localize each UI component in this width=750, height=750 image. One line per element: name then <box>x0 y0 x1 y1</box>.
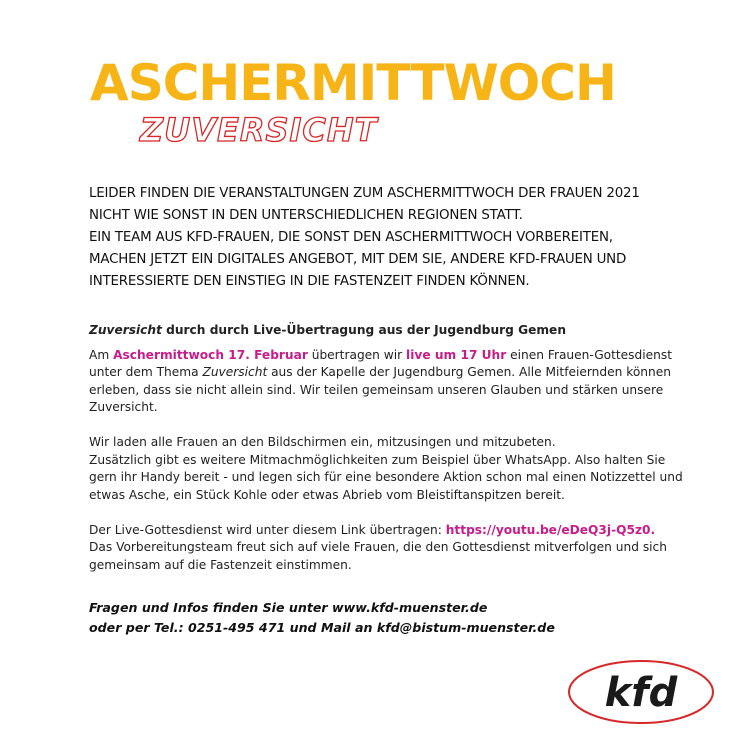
intro-line: EIN TEAM AUS KFD-FRAUEN, DIE SONST DEN ASCHERMITTWOCH VORBEREITEN, <box>89 230 613 245</box>
contact-line-web: Fragen und Infos finden Sie unter www.kfd-muenster.de <box>89 600 488 615</box>
contact-line-phone-mail: oder per Tel.: 0251-495 471 und Mail an kfd@bistum-muenster.de <box>89 620 555 635</box>
text-fragment: Am <box>89 347 114 362</box>
intro-line: LEIDER FINDEN DIE VERANSTALTUNGEN ZUM ASCHERMITTWOCH DER FRAUEN 2021 <box>89 186 640 201</box>
date-highlight: Aschermittwoch 17. Februar <box>113 347 308 362</box>
page-title: ASCHERMITTWOCH <box>90 54 616 112</box>
page-subtitle: ZUVERSICHT <box>140 111 378 149</box>
text-fragment: Das Vorbereitungsteam freut sich auf viele Frauen, die den Gottesdienst mitverfolgen und sich gemeinsam auf die Fastenzeit einstimmen. <box>89 540 667 572</box>
text-fragment: Zusätzlich gibt es weitere Mitmachmöglichkeiten zum Beispiel über WhatsApp. Also halten Sie gern ihr Handy bereit - und legen sich für eine besondere Aktion schon mal einen Notizzettel und etwas Asche, ein Stück Kohle oder etwas Abrieb vom Bleistiftanspitzen bereit. <box>89 452 683 502</box>
text-fragment: Wir laden alle Frauen an den Bildschirmen ein, mitzusingen und mitzubeten. <box>89 435 556 449</box>
intro-text <box>89 183 689 293</box>
text-fragment: aus der Kapelle der Jugendburg Gemen. Alle Mitfeiernden können erleben, dass sie nicht allein sind. Wir teilen gemeinsam unseren Glauben und stärken unsere Zuversicht. <box>89 365 671 414</box>
section-heading <box>89 322 689 340</box>
theme-italic: Zuversicht <box>202 365 268 379</box>
youtube-link[interactable]: https://youtu.be/eDeQ3j-Q5z0. <box>445 522 656 537</box>
intro-line: MACHEN JETZT EIN DIGITALES ANGEBOT, MIT DEM SIE, ANDERE KFD-FRAUEN UND <box>89 252 627 267</box>
text-fragment: einen Frauen-Gottesdienst unter dem Thema <box>89 347 673 379</box>
text-fragment: Der Live-Gottesdienst wird unter diesem Link übertragen: <box>89 522 446 537</box>
paragraph-participation <box>89 434 689 504</box>
heading-rest: durch durch Live-Übertragung aus der Jugendburg Gemen <box>161 323 567 337</box>
logo-text: kfd <box>604 670 678 716</box>
kfd-logo <box>566 658 716 726</box>
intro-line: NICHT WIE SONST IN DEN UNTERSCHIEDLICHEN REGIONEN STATT. <box>89 208 523 223</box>
event-description <box>89 322 689 574</box>
paragraph-intro <box>89 347 689 417</box>
intro-line: INTERESSIERTE DEN EINSTIEG IN DIE FASTENZEIT FINDEN KÖNNEN. <box>89 274 530 289</box>
heading-italic: Zuversicht <box>89 323 162 337</box>
text-fragment: übertragen wir <box>307 347 407 362</box>
paragraph-link <box>89 522 689 575</box>
contact-info <box>89 598 689 638</box>
time-highlight: live um 17 Uhr <box>406 347 507 362</box>
